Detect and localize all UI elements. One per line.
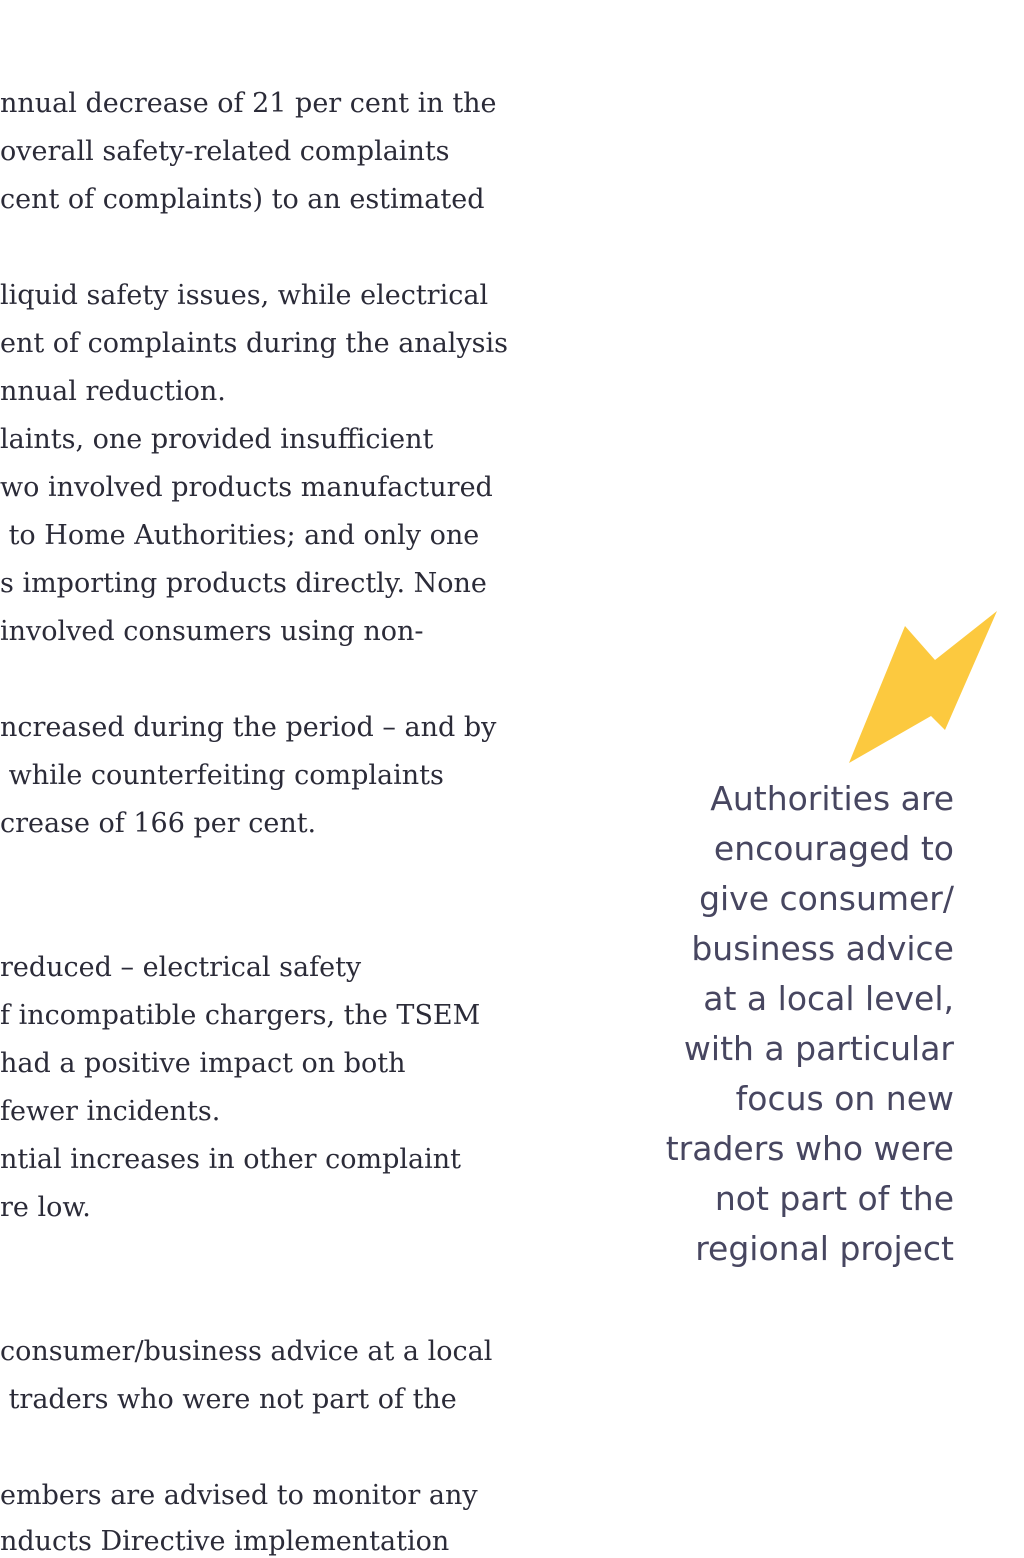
body-text-line: laints, one provided insufficient: [0, 424, 434, 455]
callout-line: at a local level,: [703, 979, 954, 1018]
pull-quote-callout: [594, 774, 954, 1274]
callout-line: business advice: [691, 929, 954, 968]
body-text-line: traders who were not part of the: [0, 1384, 457, 1415]
body-text-line: s importing products directly. None: [0, 568, 487, 599]
callout-line: not part of the: [714, 1179, 954, 1218]
body-text-line: ent of complaints during the analysis: [0, 328, 509, 359]
body-text-line: nnual reduction.: [0, 376, 226, 407]
body-text-line: cent of complaints) to an estimated: [0, 184, 485, 215]
body-text-line: overall safety-related complaints: [0, 136, 450, 167]
callout-line: give consumer/: [699, 879, 954, 918]
body-text-line: ncreased during the period – and by: [0, 712, 497, 743]
callout-line: Authorities are: [710, 779, 954, 818]
body-text-line: to Home Authorities; and only one: [0, 520, 480, 551]
body-text-line: had a positive impact on both: [0, 1048, 406, 1079]
body-text-line: ntial increases in other complaint: [0, 1144, 462, 1175]
body-text-line: consumer/business advice at a local: [0, 1336, 493, 1367]
body-text-line: while counterfeiting complaints: [0, 760, 444, 791]
body-text-line: f incompatible chargers, the TSEM: [0, 1000, 481, 1031]
body-text-line: re low.: [0, 1192, 91, 1223]
body-text-line: nnual decrease of 21 per cent in the: [0, 88, 497, 119]
body-text-line: wo involved products manufactured: [0, 472, 493, 503]
callout-line: focus on new: [735, 1079, 954, 1118]
callout-line: encouraged to: [713, 829, 954, 868]
callout-line: with a particular: [683, 1029, 954, 1068]
body-text-line: nducts Directive implementation: [0, 1526, 450, 1557]
body-text-line: reduced – electrical safety: [0, 952, 362, 983]
body-text-line: embers are advised to monitor any: [0, 1480, 478, 1511]
body-text-line: involved consumers using non-: [0, 616, 424, 647]
body-text-line: liquid safety issues, while electrical: [0, 280, 489, 311]
callout-line: traders who were: [665, 1129, 954, 1168]
body-text-line: crease of 166 per cent.: [0, 808, 317, 839]
callout-line: regional project: [695, 1229, 954, 1268]
lightning-bolt-shape: [849, 611, 997, 763]
lightning-bolt-icon: [845, 608, 1000, 768]
body-text-line: fewer incidents.: [0, 1096, 221, 1127]
